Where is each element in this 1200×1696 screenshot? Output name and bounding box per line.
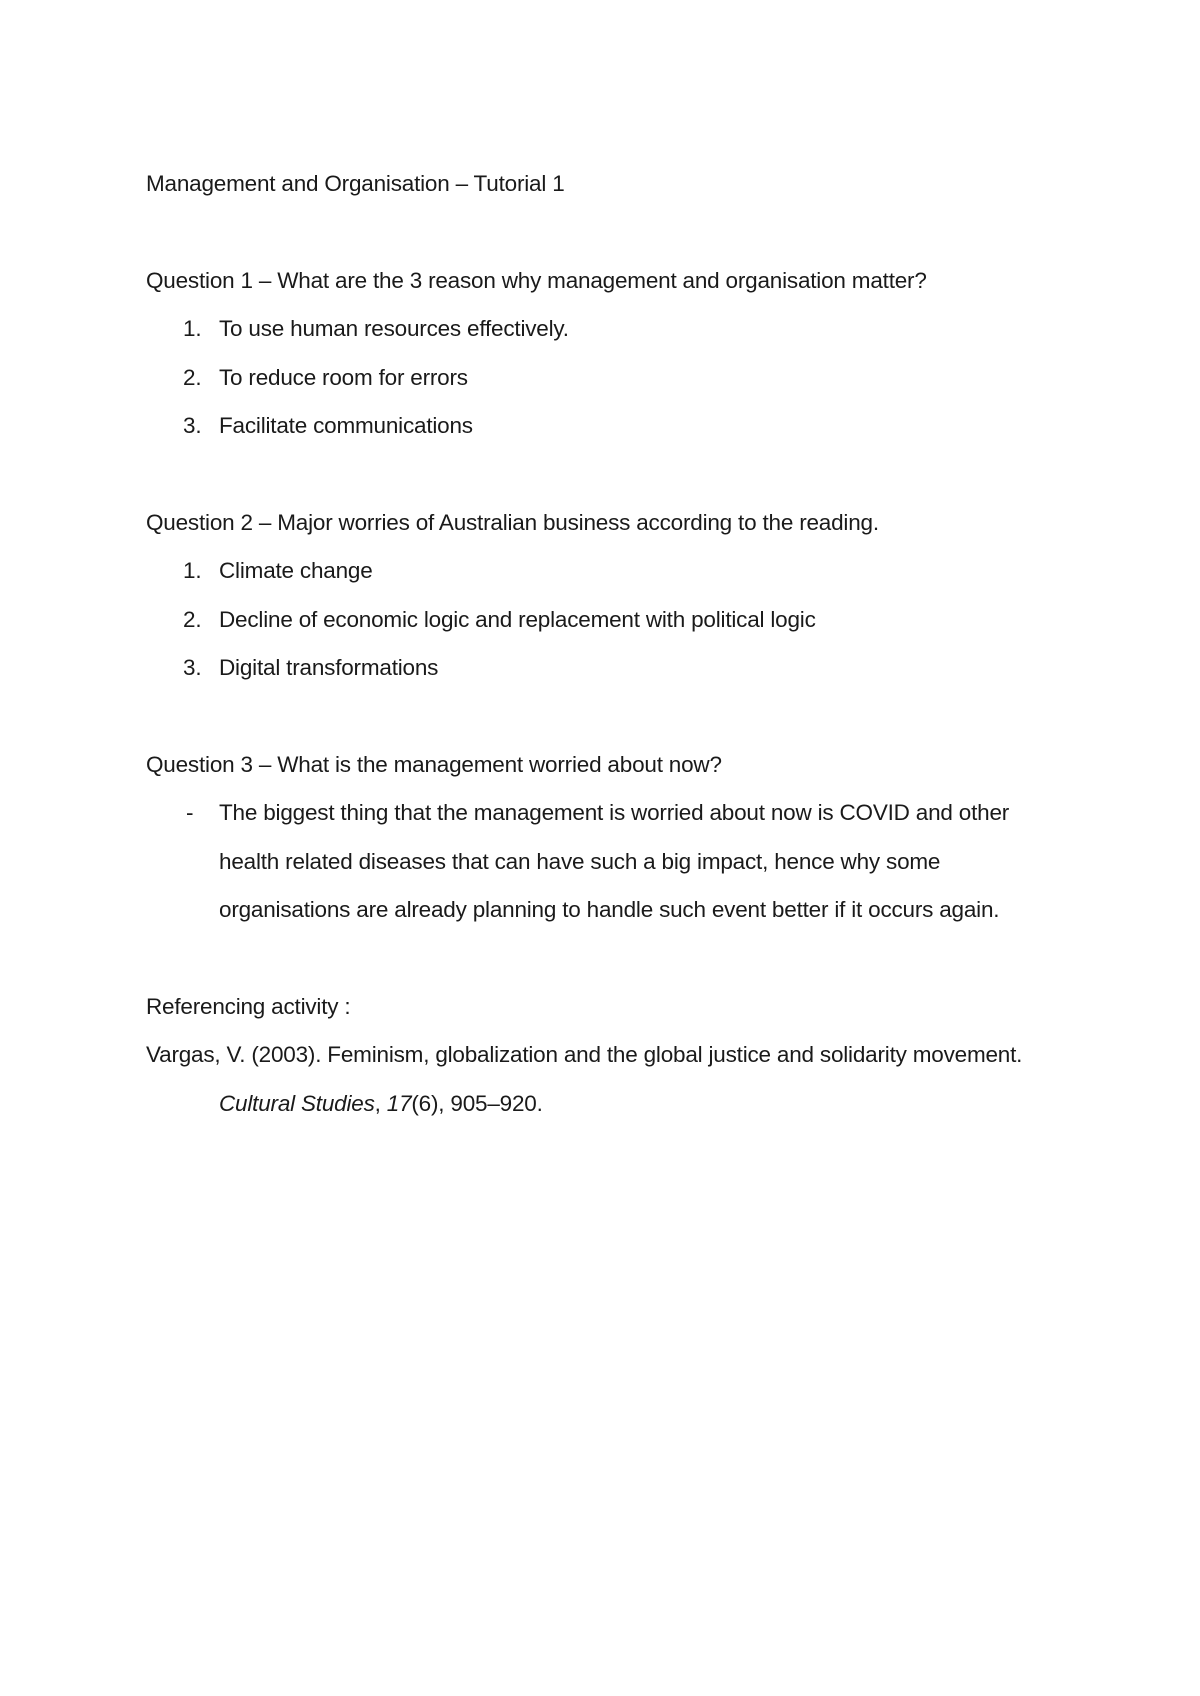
reference-citation: Vargas, V. (2003). Feminism, globalization and the global justice and solidarity movement.	[146, 1042, 1023, 1067]
question-2-heading: Question 2 – Major worries of Australian business according to the reading.	[146, 509, 879, 535]
referencing-label: Referencing activity :	[146, 993, 351, 1019]
list-item-text: Climate change	[219, 558, 373, 583]
list-item-text: Facilitate communications	[219, 413, 473, 438]
question-3-heading: Question 3 – What is the management worried about now?	[146, 751, 722, 777]
list-item-text: To use human resources effectively.	[219, 316, 569, 341]
reference-entry	[146, 1031, 1066, 1128]
question-1-list	[146, 305, 1066, 451]
reference-issue-pages: (6), 905–920.	[411, 1090, 543, 1116]
question-3-list	[146, 789, 1066, 935]
list-item-text: The biggest thing that the management is worried about now is COVID and other health related diseases that can have such a big impact, hence why some organisations are already planning to handle such event better if it occurs again.	[219, 800, 1010, 922]
list-item	[146, 644, 1066, 693]
list-item	[146, 354, 1066, 403]
list-item	[146, 596, 1066, 645]
list-marker: -	[186, 800, 194, 825]
reference-volume: 17	[386, 1090, 412, 1116]
question-1-heading: Question 1 – What are the 3 reason why management and organisation matter?	[146, 267, 927, 293]
list-marker: 2.	[183, 606, 202, 632]
list-marker: 1.	[183, 316, 202, 341]
document-title: Management and Organisation – Tutorial 1	[146, 171, 565, 196]
reference-journal: Cultural Studies	[219, 1090, 375, 1116]
list-item-text: To reduce room for errors	[219, 364, 468, 390]
list-marker: 1.	[183, 558, 202, 583]
list-item-text: Decline of economic logic and replacement with political logic	[219, 606, 816, 632]
reference-separator: ,	[374, 1090, 387, 1116]
list-item	[146, 789, 1066, 935]
list-item	[146, 547, 1066, 596]
list-item	[146, 305, 1066, 354]
list-marker: 3.	[183, 413, 202, 438]
list-marker: 3.	[183, 655, 202, 680]
list-marker: 2.	[183, 364, 202, 390]
list-item	[146, 402, 1066, 451]
question-2-list	[146, 547, 1066, 693]
list-item-text: Digital transformations	[219, 655, 439, 680]
document-body	[146, 160, 1066, 1128]
